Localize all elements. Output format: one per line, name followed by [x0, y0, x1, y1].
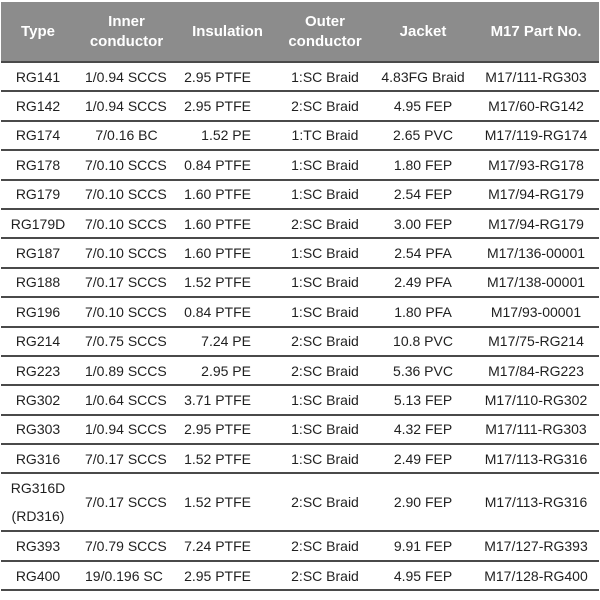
- cell-insulation: 2.95 PTFE: [178, 91, 277, 120]
- table-row: [1, 91, 599, 120]
- table-row: [1, 62, 599, 91]
- cell-insulation: 2.95 PTFE: [178, 415, 277, 444]
- cell-jacket: 4.95 FEP: [373, 91, 473, 120]
- cell-part-number: M17/113-RG316: [473, 444, 599, 473]
- header-row: [1, 2, 599, 62]
- cell-jacket: 4.83FG Braid: [373, 62, 473, 91]
- cell-type: RG214: [1, 327, 75, 356]
- cell-part-number: M17/84-RG223: [473, 356, 599, 385]
- cell-outer-conductor: 2:SC Braid: [277, 327, 373, 356]
- table-row: [1, 561, 599, 590]
- cell-jacket: 1.80 FEP: [373, 150, 473, 179]
- cell-outer-conductor: 1:SC Braid: [277, 62, 373, 91]
- cell-inner-conductor: 7/0.16 BC: [75, 121, 178, 150]
- cell-insulation: 0.84 PTFE: [178, 150, 277, 179]
- cell-type: RG179: [1, 180, 75, 209]
- table-row: [1, 356, 599, 385]
- cell-inner-conductor: 1/0.89 SCCS: [75, 356, 178, 385]
- cell-type-line: (RD316): [11, 508, 65, 525]
- cell-type: RG179D: [1, 209, 75, 238]
- cell-type: RG187: [1, 238, 75, 267]
- cell-jacket: 9.91 FEP: [373, 531, 473, 560]
- cell-outer-conductor: 1:SC Braid: [277, 385, 373, 414]
- cell-jacket: 5.13 FEP: [373, 385, 473, 414]
- cell-type: RG141: [1, 62, 75, 91]
- cell-type: RG188: [1, 268, 75, 297]
- cell-outer-conductor: 1:SC Braid: [277, 150, 373, 179]
- cell-part-number: M17/113-RG316: [473, 473, 599, 531]
- cell-outer-conductor: 1:SC Braid: [277, 444, 373, 473]
- cell-inner-conductor: 7/0.10 SCCS: [75, 180, 178, 209]
- table-row: [1, 444, 599, 473]
- cell-inner-conductor: 7/0.75 SCCS: [75, 327, 178, 356]
- cell-inner-conductor: 1/0.94 SCCS: [75, 415, 178, 444]
- table-row: [1, 385, 599, 414]
- cell-jacket: 1.80 PFA: [373, 297, 473, 326]
- table-row: [1, 209, 599, 238]
- cell-inner-conductor: 7/0.79 SCCS: [75, 531, 178, 560]
- cell-inner-conductor: 1/0.64 SCCS: [75, 385, 178, 414]
- cell-insulation: 1.52 PTFE: [178, 268, 277, 297]
- cell-jacket: 2.54 FEP: [373, 180, 473, 209]
- cell-part-number: M17/111-RG303: [473, 415, 599, 444]
- cell-outer-conductor: 1:SC Braid: [277, 415, 373, 444]
- cell-inner-conductor: 7/0.17 SCCS: [75, 473, 178, 531]
- cell-outer-conductor: 1:SC Braid: [277, 238, 373, 267]
- cell-insulation: 1.60 PTFE: [178, 238, 277, 267]
- cell-insulation: 1.52 PTFE: [178, 444, 277, 473]
- cell-type: RG316: [1, 444, 75, 473]
- cell-outer-conductor: 2:SC Braid: [277, 356, 373, 385]
- cell-jacket: 4.32 FEP: [373, 415, 473, 444]
- cell-type: RG178: [1, 150, 75, 179]
- cell-part-number: M17/110-RG302: [473, 385, 599, 414]
- cell-jacket: 10.8 PVC: [373, 327, 473, 356]
- cell-inner-conductor: 19/0.196 SC: [75, 561, 178, 590]
- cell-inner-conductor: 1/0.94 SCCS: [75, 91, 178, 120]
- cell-inner-conductor: 7/0.10 SCCS: [75, 238, 178, 267]
- cell-insulation: 1.52 PE: [178, 121, 277, 150]
- cell-inner-conductor: 7/0.17 SCCS: [75, 444, 178, 473]
- cell-type: [1, 473, 75, 531]
- cell-part-number: M17/119-RG174: [473, 121, 599, 150]
- table-row: [1, 415, 599, 444]
- header-type: Type: [21, 22, 55, 40]
- cell-jacket: 2.49 FEP: [373, 444, 473, 473]
- cell-inner-conductor: 7/0.17 SCCS: [75, 268, 178, 297]
- cell-outer-conductor: 1:SC Braid: [277, 180, 373, 209]
- cell-part-number: M17/75-RG214: [473, 327, 599, 356]
- cell-type: RG393: [1, 531, 75, 560]
- cell-type: RG400: [1, 561, 75, 590]
- cell-insulation: 7.24 PTFE: [178, 531, 277, 560]
- cell-part-number: M17/94-RG179: [473, 209, 599, 238]
- header-outer-conductor: Outer conductor: [288, 12, 362, 50]
- table-body: [1, 62, 599, 590]
- cell-outer-conductor: 2:SC Braid: [277, 91, 373, 120]
- cell-inner-conductor: 7/0.10 SCCS: [75, 297, 178, 326]
- cell-part-number: M17/136-00001: [473, 238, 599, 267]
- table-row: [1, 268, 599, 297]
- cell-jacket: 2.54 PFA: [373, 238, 473, 267]
- cell-insulation: 2.95 PTFE: [178, 62, 277, 91]
- cell-insulation: 1.52 PTFE: [178, 473, 277, 531]
- cell-type: RG142: [1, 91, 75, 120]
- cell-jacket: 3.00 FEP: [373, 209, 473, 238]
- cell-inner-conductor: 7/0.10 SCCS: [75, 150, 178, 179]
- cell-outer-conductor: 2:SC Braid: [277, 531, 373, 560]
- cell-jacket: 2.90 FEP: [373, 473, 473, 531]
- table-row: [1, 473, 599, 531]
- cell-insulation: 0.84 PTFE: [178, 297, 277, 326]
- cell-insulation: 1.60 PTFE: [178, 209, 277, 238]
- cell-insulation: 2.95 PE: [178, 356, 277, 385]
- table-row: [1, 297, 599, 326]
- cell-jacket: 2.49 PFA: [373, 268, 473, 297]
- cell-insulation: 2.95 PTFE: [178, 561, 277, 590]
- table-row: [1, 327, 599, 356]
- cell-type: RG223: [1, 356, 75, 385]
- header-insulation: Insulation: [192, 22, 263, 40]
- cell-outer-conductor: 1:SC Braid: [277, 297, 373, 326]
- header-part-number: M17 Part No.: [490, 22, 582, 40]
- table-row: [1, 150, 599, 179]
- cell-inner-conductor: 7/0.10 SCCS: [75, 209, 178, 238]
- cell-part-number: M17/94-RG179: [473, 180, 599, 209]
- cell-part-number: M17/127-RG393: [473, 531, 599, 560]
- cell-part-number: M17/138-00001: [473, 268, 599, 297]
- cell-insulation: 3.71 PTFE: [178, 385, 277, 414]
- cell-outer-conductor: 2:SC Braid: [277, 209, 373, 238]
- cell-outer-conductor: 2:SC Braid: [277, 473, 373, 531]
- cell-jacket: 4.95 FEP: [373, 561, 473, 590]
- cell-type: RG302: [1, 385, 75, 414]
- cell-jacket: 5.36 PVC: [373, 356, 473, 385]
- cell-part-number: M17/128-RG400: [473, 561, 599, 590]
- table-header: [1, 2, 599, 62]
- cell-part-number: M17/93-RG178: [473, 150, 599, 179]
- cable-spec-table: [1, 2, 599, 591]
- cell-insulation: 7.24 PE: [178, 327, 277, 356]
- table-row: [1, 180, 599, 209]
- cell-type: RG196: [1, 297, 75, 326]
- cell-type: RG303: [1, 415, 75, 444]
- cell-jacket: 2.65 PVC: [373, 121, 473, 150]
- cell-part-number: M17/93-00001: [473, 297, 599, 326]
- table-row: [1, 238, 599, 267]
- cell-inner-conductor: 1/0.94 SCCS: [75, 62, 178, 91]
- cell-type: RG174: [1, 121, 75, 150]
- cell-outer-conductor: 1:SC Braid: [277, 268, 373, 297]
- table-row: [1, 531, 599, 560]
- header-inner-conductor: Inner conductor: [89, 12, 164, 50]
- cell-outer-conductor: 1:TC Braid: [277, 121, 373, 150]
- cell-insulation: 1.60 PTFE: [178, 180, 277, 209]
- cell-type-line: RG316D: [10, 480, 66, 497]
- header-jacket: Jacket: [399, 22, 447, 40]
- cell-outer-conductor: 2:SC Braid: [277, 561, 373, 590]
- cell-part-number: M17/60-RG142: [473, 91, 599, 120]
- table-row: [1, 121, 599, 150]
- cell-part-number: M17/111-RG303: [473, 62, 599, 91]
